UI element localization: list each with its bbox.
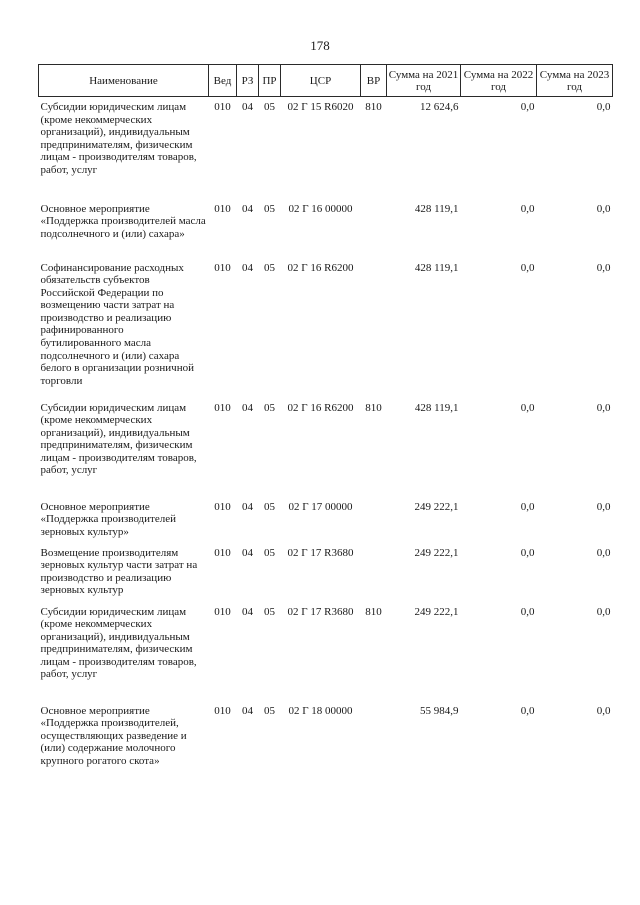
header-csr: ЦСР <box>281 65 361 97</box>
header-vr: ВР <box>361 65 387 97</box>
row-sum-2022: 0,0 <box>520 261 535 274</box>
table-row <box>39 199 613 258</box>
page-number: 178 <box>310 38 330 53</box>
table-row <box>39 97 613 199</box>
row-rz: 04 <box>242 500 253 513</box>
row-csr: 02 Г 15 R6020 <box>287 101 354 113</box>
row-sum-2023: 0,0 <box>596 202 611 215</box>
row-vr <box>361 199 387 258</box>
row-pr: 05 <box>264 500 275 513</box>
header-sum-2022: Сумма на 2022 год <box>461 65 537 97</box>
row-vr <box>361 258 387 398</box>
row-csr: 02 Г 17 00000 <box>288 500 353 513</box>
row-rz: 04 <box>242 605 253 618</box>
header-sum-2021: Сумма на 2021 год <box>387 65 461 97</box>
row-pr: 05 <box>264 101 275 113</box>
table-row <box>39 258 613 398</box>
row-rz: 04 <box>242 546 253 559</box>
row-sum-2023: 0,0 <box>596 261 611 274</box>
row-name: Основное мероприятие «Поддержка производителей, осуществляющих разведение и (или) содержание молочного крупного рогатого скота» <box>40 704 187 767</box>
row-rz: 04 <box>242 261 253 274</box>
table-row <box>39 543 613 602</box>
row-pr: 05 <box>264 401 275 414</box>
row-sum-2022: 0,0 <box>520 605 535 618</box>
row-rz: 04 <box>242 704 253 717</box>
table-row <box>39 602 613 701</box>
row-csr: 02 Г 16 R6200 <box>287 401 354 414</box>
row-ved: 010 <box>214 500 231 513</box>
row-pr: 05 <box>264 546 275 559</box>
row-sum-2023: 0,0 <box>596 605 611 618</box>
row-sum-2021: 428 119,1 <box>414 401 459 414</box>
row-sum-2023: 0,0 <box>596 546 611 559</box>
row-ved: 010 <box>214 101 231 113</box>
table-row <box>39 701 613 773</box>
row-rz: 04 <box>242 401 253 414</box>
row-name: Субсидии юридическим лицам (кроме некоммерческих организаций), индивидуальным предпринимателям, физическим лицам - производителям товаров, работ, услуг <box>40 401 197 477</box>
row-ved: 010 <box>214 546 231 559</box>
header-pr: ПР <box>259 65 281 97</box>
row-vr <box>361 497 387 543</box>
header-name: Наименование <box>39 65 209 97</box>
row-name: Основное мероприятие «Поддержка производителей зерновых культур» <box>40 500 176 538</box>
row-ved: 010 <box>214 704 231 717</box>
row-name: Софинансирование расходных обязательств субъектов Российской Федерации по возмещению части затрат на производство и реализацию рафинированного бутилированного масла подсолнечного и (или) сахара белого в организации розничной торговли <box>40 261 194 387</box>
row-name: Возмещение производителям зерновых культур части затрат на производство и реализацию зерновых культур <box>40 546 198 597</box>
header-ved: Вед <box>209 65 237 97</box>
row-pr: 05 <box>264 605 275 618</box>
row-ved: 010 <box>214 202 231 215</box>
row-vr <box>361 543 387 602</box>
table-row <box>39 497 613 543</box>
budget-table <box>38 64 613 773</box>
row-sum-2021: 249 222,1 <box>414 605 459 618</box>
row-pr: 05 <box>264 261 275 274</box>
row-csr: 02 Г 18 00000 <box>288 704 353 717</box>
row-rz: 04 <box>242 202 253 215</box>
row-sum-2022: 0,0 <box>520 401 535 414</box>
row-ved: 010 <box>214 605 231 618</box>
row-rz: 04 <box>242 101 253 113</box>
row-sum-2023: 0,0 <box>596 704 611 717</box>
row-csr: 02 Г 17 R3680 <box>287 546 354 559</box>
row-sum-2021: 12 624,6 <box>420 101 459 113</box>
row-name: Субсидии юридическим лицам (кроме некоммерческих организаций), индивидуальным предпринимателям, физическим лицам - производителям товаров, работ, услуг <box>40 101 197 176</box>
row-sum-2022: 0,0 <box>520 202 535 215</box>
header-rz: РЗ <box>237 65 259 97</box>
row-vr: 810 <box>365 605 382 618</box>
row-sum-2023: 0,0 <box>596 401 611 414</box>
table-row <box>39 398 613 497</box>
table-header-row <box>39 65 613 97</box>
row-sum-2022: 0,0 <box>520 704 535 717</box>
header-sum-2023: Сумма на 2023 год <box>537 65 613 97</box>
row-sum-2021: 428 119,1 <box>414 202 459 215</box>
row-vr: 810 <box>365 101 382 113</box>
row-sum-2022: 0,0 <box>520 101 535 113</box>
row-sum-2022: 0,0 <box>520 546 535 559</box>
row-sum-2023: 0,0 <box>596 500 611 513</box>
row-pr: 05 <box>264 202 275 215</box>
row-sum-2022: 0,0 <box>520 500 535 513</box>
row-sum-2021: 249 222,1 <box>414 546 459 559</box>
row-ved: 010 <box>214 261 231 274</box>
row-vr: 810 <box>365 401 382 414</box>
row-vr <box>361 701 387 773</box>
row-sum-2021: 249 222,1 <box>414 500 459 513</box>
row-sum-2021: 428 119,1 <box>414 261 459 274</box>
row-ved: 010 <box>214 401 231 414</box>
row-sum-2021: 55 984,9 <box>420 704 459 717</box>
row-csr: 02 Г 16 00000 <box>288 202 353 215</box>
row-csr: 02 Г 16 R6200 <box>287 261 354 274</box>
row-name: Субсидии юридическим лицам (кроме некоммерческих организаций), индивидуальным предпринимателям, физическим лицам - производителям товаров, работ, услуг <box>40 605 197 681</box>
row-pr: 05 <box>264 704 275 717</box>
row-csr: 02 Г 17 R3680 <box>287 605 354 618</box>
row-sum-2023: 0,0 <box>596 101 611 113</box>
row-name: Основное мероприятие «Поддержка производителей масла подсолнечного и (или) сахара» <box>40 202 206 240</box>
